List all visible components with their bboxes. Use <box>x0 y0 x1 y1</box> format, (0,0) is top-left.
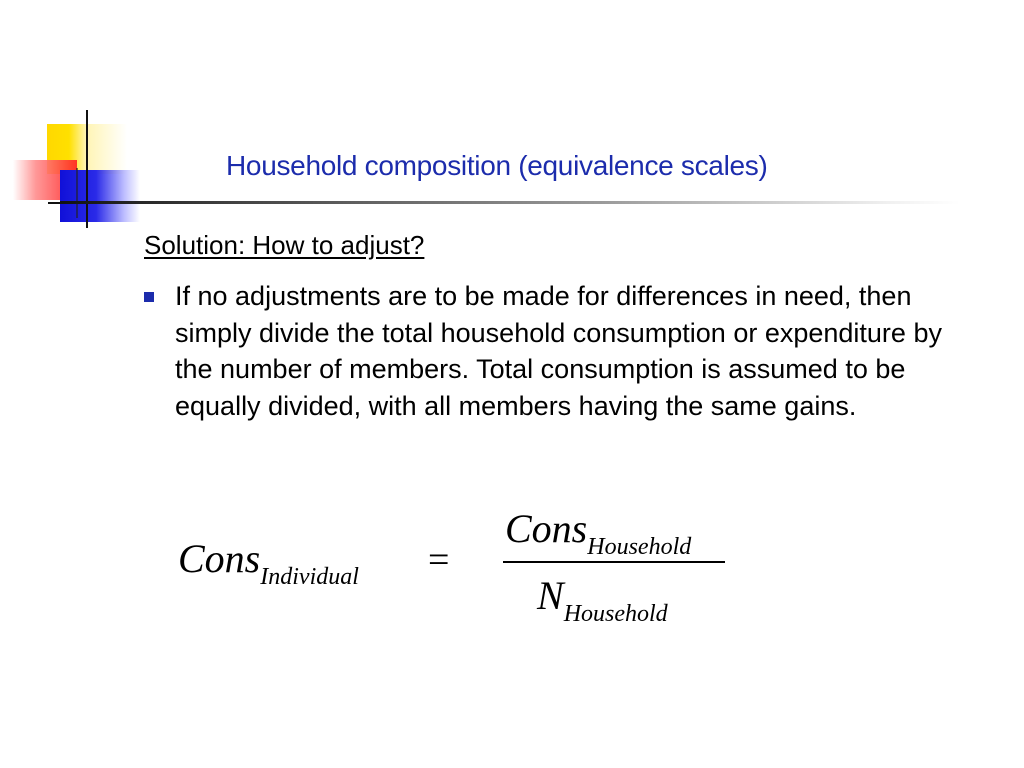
subheading: Solution: How to adjust? <box>144 230 425 260</box>
formula-den-base: N <box>537 573 564 618</box>
formula-denominator <box>537 572 668 627</box>
formula-numerator <box>505 505 692 560</box>
formula-equals: = <box>428 539 450 581</box>
formula-lhs <box>178 535 359 590</box>
formula-den-subscript: Household <box>563 601 668 627</box>
formula-lhs-base: Cons <box>178 536 261 581</box>
formula-lhs-subscript: Individual <box>260 564 359 590</box>
fraction-bar <box>503 561 725 563</box>
formula-num-base: Cons <box>505 506 588 551</box>
bullet-item: If no adjustments are to be made for differences in need, then simply divide the total household consumption or expenditure by the number of members. Total consumption is assumed to be equally divided, with all members having the same gains. <box>175 281 942 421</box>
slide-title: Household composition (equivalence scales) <box>226 150 768 181</box>
formula-num-subscript: Household <box>587 534 692 560</box>
